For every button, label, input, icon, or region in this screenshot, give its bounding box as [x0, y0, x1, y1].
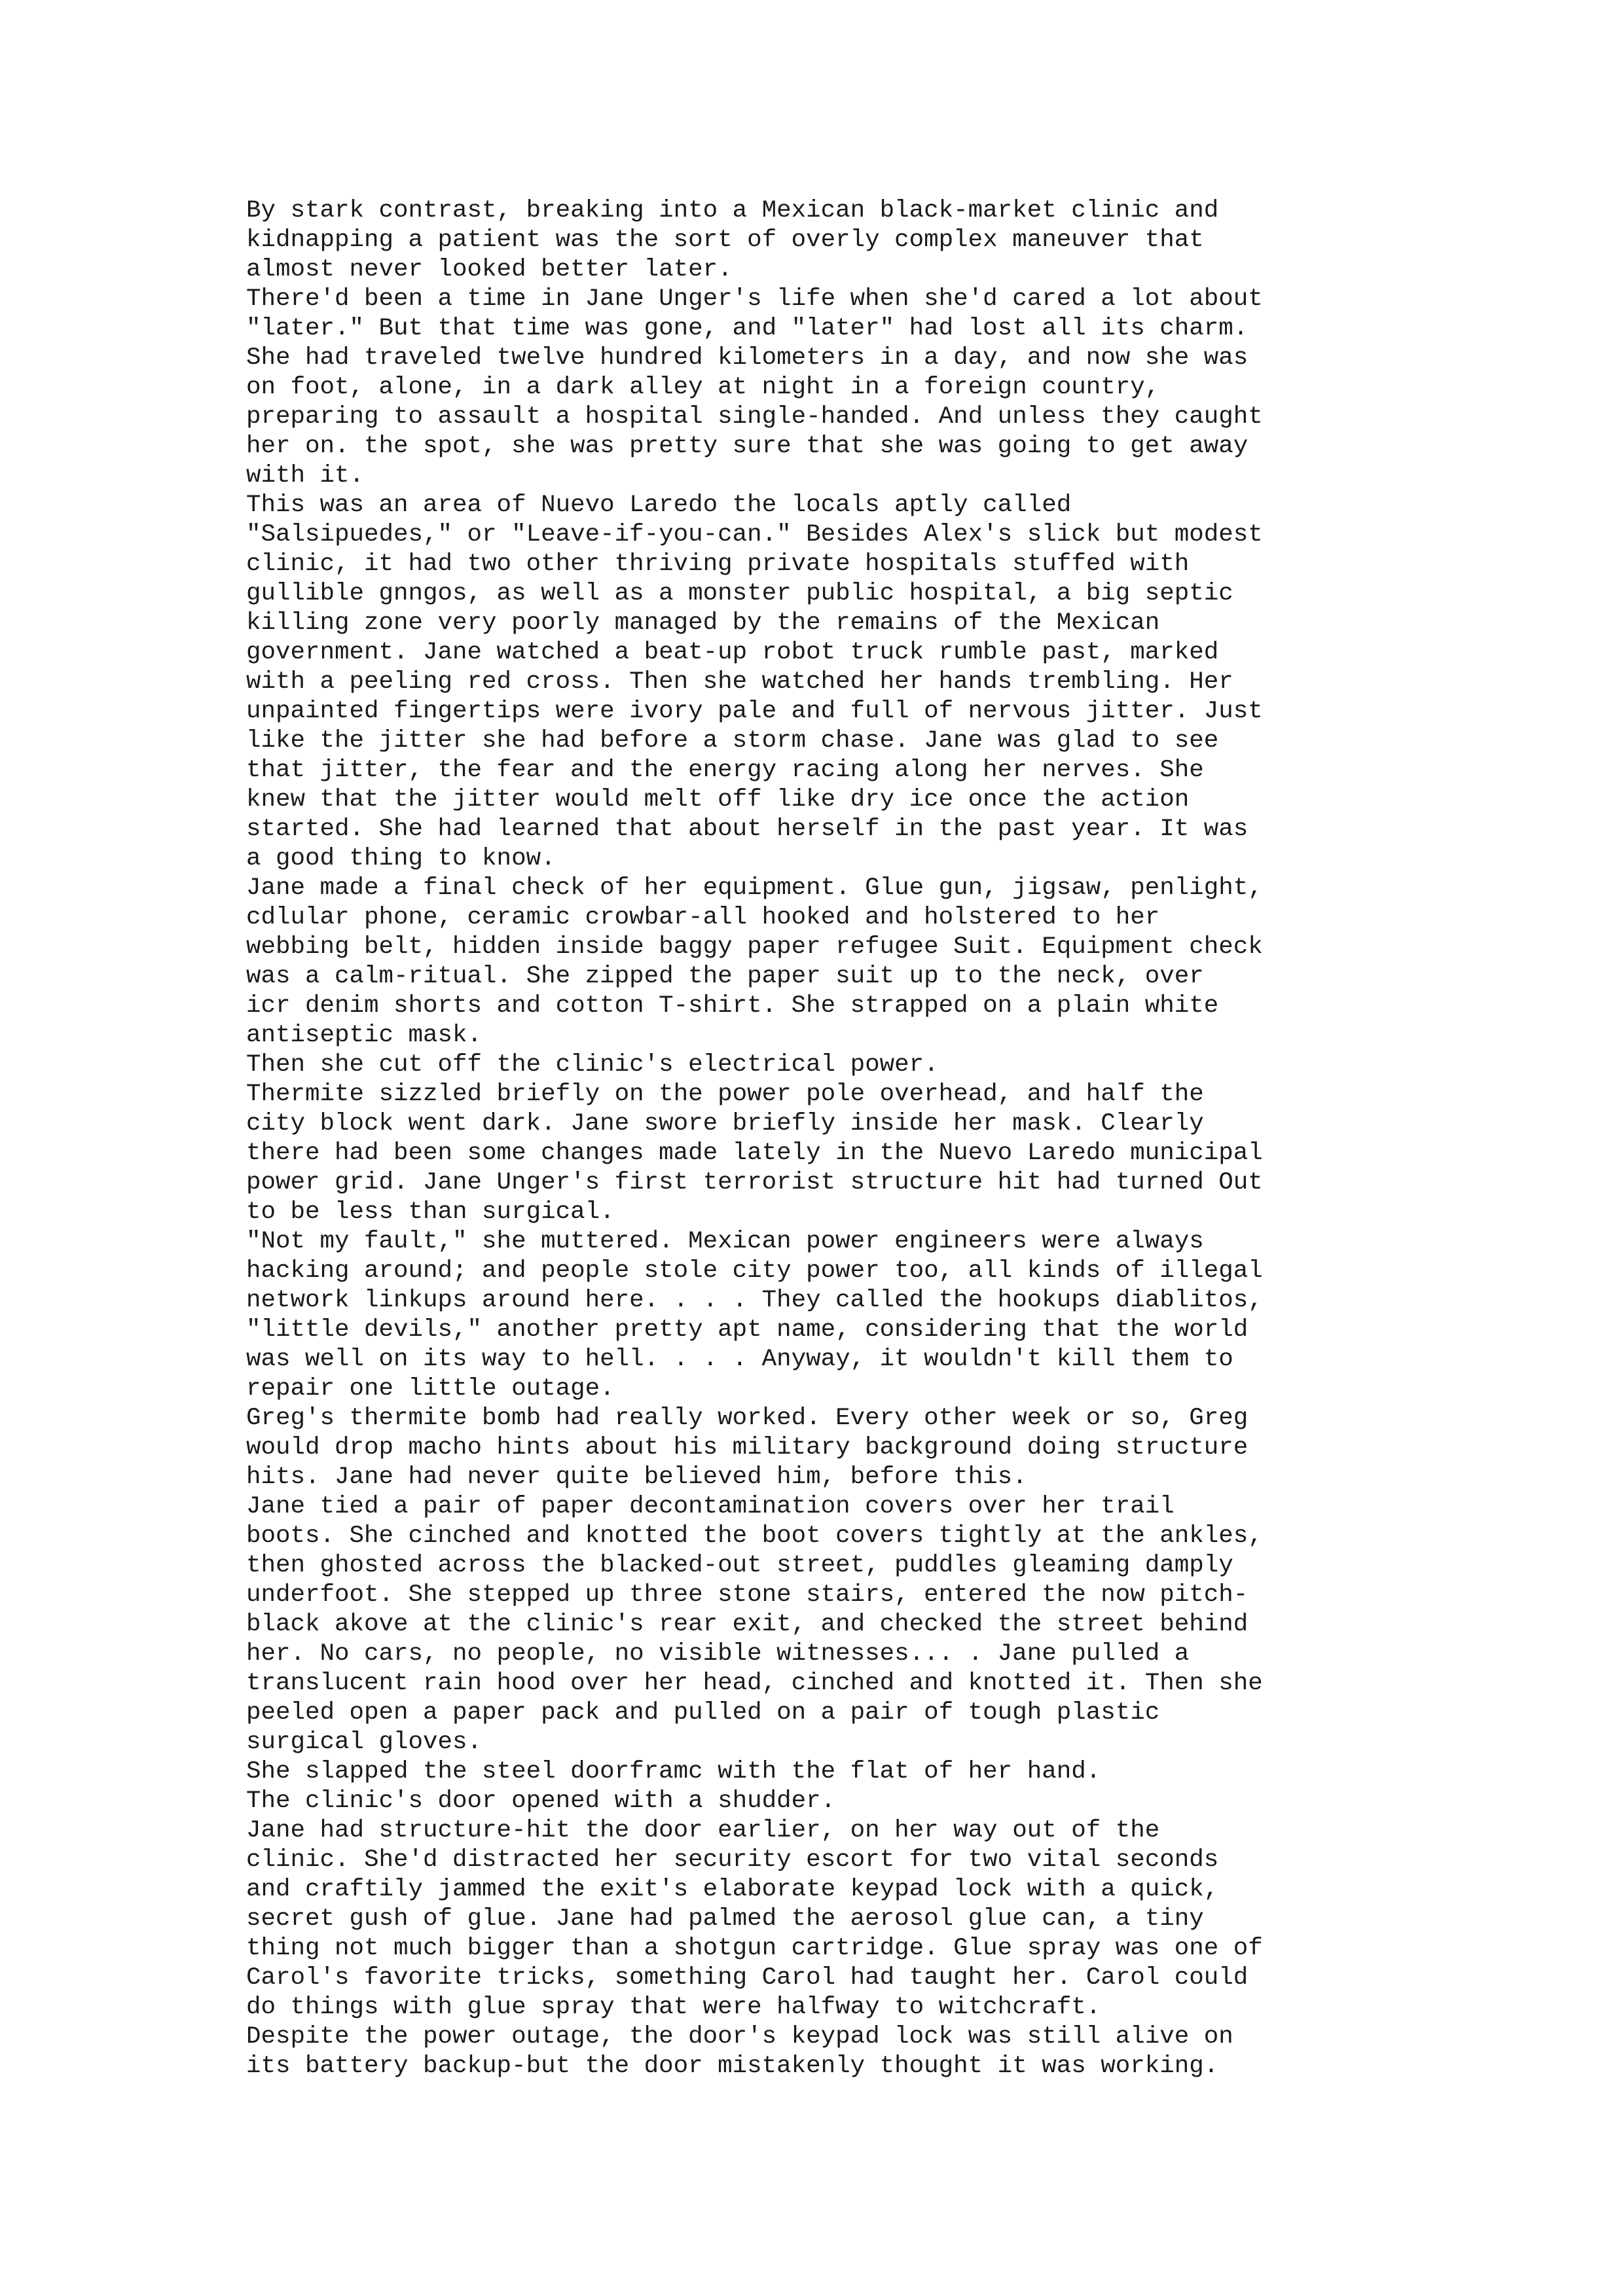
text-line: cdlular phone, ceramic crowbar-all hooked and holstered to her: [246, 904, 1160, 931]
text-line: black akove at the clinic's rear exit, and checked the street behind: [246, 1611, 1249, 1638]
text-line: kidnapping a patient was the sort of overly complex maneuver that: [246, 226, 1204, 254]
text-line: Thermite sizzled briefly on the power pole overhead, and half the: [246, 1081, 1204, 1108]
text-line: This was an area of Nuevo Laredo the locals aptly called: [246, 492, 1072, 519]
text-line: underfoot. She stepped up three stone stairs, entered the now pitch-: [246, 1581, 1249, 1609]
text-line: boots. She cinched and knotted the boot covers tightly at the ankles,: [246, 1522, 1263, 1550]
text-line: surgical gloves.: [246, 1729, 483, 1756]
text-line: started. She had learned that about herself in the past year. It was: [246, 816, 1249, 843]
text-line: power grid. Jane Unger's first terrorist structure hit had turned Out: [246, 1169, 1263, 1196]
text-line: almost never looked better later.: [246, 256, 733, 283]
text-line: preparing to assault a hospital single-handed. And unless they caught: [246, 403, 1263, 431]
text-line: "later." But that time was gone, and "later" had lost all its charm.: [246, 315, 1249, 342]
text-line: was well on its way to hell. . . . Anyway, it wouldn't kill them to: [246, 1346, 1233, 1373]
text-line: translucent rain hood over her head, cinched and knotted it. Then she: [246, 1670, 1263, 1697]
text-line: then ghosted across the blacked-out street, puddles gleaming damply: [246, 1552, 1233, 1579]
text-line: Then she cut off the clinic's electrical power.: [246, 1051, 939, 1079]
text-line: The clinic's door opened with a shudder.: [246, 1787, 836, 1815]
text-line: on foot, alone, in a dark alley at night in a foreign country,: [246, 374, 1160, 401]
text-line: a good thing to know.: [246, 845, 556, 872]
text-line: her on. the spot, she was pretty sure that she was going to get away: [246, 433, 1249, 460]
text-line: would drop macho hints about his military background doing structure: [246, 1434, 1249, 1462]
text-line: unpainted fingertips were ivory pale and full of nervous jitter. Just: [246, 698, 1263, 725]
text-line: Jane made a final check of her equipment. Glue gun, jigsaw, penlight,: [246, 874, 1263, 902]
text-line: gullible gnngos, as well as a monster public hospital, a big septic: [246, 580, 1233, 607]
text-line: "Not my fault," she muttered. Mexican power engineers were always: [246, 1228, 1204, 1255]
text-line: to be less than surgical.: [246, 1198, 615, 1226]
text-line: peeled open a paper pack and pulled on a pair of tough plastic: [246, 1699, 1160, 1727]
text-line: that jitter, the fear and the energy racing along her nerves. She: [246, 757, 1204, 784]
text-line: with a peeling red cross. Then she watched her hands trembling. Her: [246, 668, 1233, 696]
text-line: repair one little outage.: [246, 1375, 615, 1403]
text-line: There'd been a time in Jane Unger's life when she'd cared a lot about: [246, 285, 1263, 313]
text-line: government. Jane watched a beat-up robot truck rumble past, marked: [246, 639, 1219, 666]
text-line: Jane tied a pair of paper decontamination covers over her trail: [246, 1493, 1175, 1520]
text-line: She slapped the steel doorframc with the flat of her hand.: [246, 1758, 1101, 1785]
text-line: hacking around; and people stole city power too, all kinds of illegal: [246, 1257, 1263, 1285]
text-line: icr denim shorts and cotton T-shirt. She strapped on a plain white: [246, 992, 1219, 1020]
text-line: webbing belt, hidden inside baggy paper refugee Suit. Equipment check: [246, 933, 1263, 961]
text-line: her. No cars, no people, no visible witnesses... . Jane pulled a: [246, 1640, 1190, 1668]
text-line: "Salsipuedes," or "Leave-if-you-can." Besides Alex's slick but modest: [246, 521, 1263, 548]
text-line: Jane had structure-hit the door earlier, on her way out of the: [246, 1817, 1160, 1844]
text-line: with it.: [246, 462, 365, 490]
text-line: secret gush of glue. Jane had palmed the aerosol glue can, a tiny: [246, 1905, 1204, 1933]
text-line: like the jitter she had before a storm chase. Jane was glad to see: [246, 727, 1219, 755]
text-line: Greg's thermite bomb had really worked. Every other week or so, Greg: [246, 1405, 1249, 1432]
text-line: do things with glue spray that were halfway to witchcraft.: [246, 1994, 1101, 2021]
text-line: thing not much bigger than a shotgun cartridge. Glue spray was one of: [246, 1935, 1263, 1962]
text-line: killing zone very poorly managed by the remains of the Mexican: [246, 609, 1160, 637]
text-line: She had traveled twelve hundred kilometers in a day, and now she was: [246, 344, 1249, 372]
text-line: clinic. She'd distracted her security escort for two vital seconds: [246, 1846, 1219, 1874]
text-line: Carol's favorite tricks, something Carol had taught her. Carol could: [246, 1964, 1249, 1992]
text-line: network linkups around here. . . . They called the hookups diablitos,: [246, 1287, 1263, 1314]
text-line: Despite the power outage, the door's keypad lock was still alive on: [246, 2023, 1233, 2051]
text-line: and craftily jammed the exit's elaborate keypad lock with a quick,: [246, 1876, 1219, 1903]
body-text: [246, 196, 1490, 2081]
text-line: clinic, it had two other thriving private hospitals stuffed with: [246, 550, 1190, 578]
text-line: was a calm-ritual. She zipped the paper suit up to the neck, over: [246, 963, 1204, 990]
text-line: knew that the jitter would melt off like dry ice once the action: [246, 786, 1190, 814]
text-line: hits. Jane had never quite believed him, before this.: [246, 1463, 1027, 1491]
text-line: By stark contrast, breaking into a Mexican black-market clinic and: [246, 197, 1219, 224]
text-line: antiseptic mask.: [246, 1022, 483, 1049]
text-line: there had been some changes made lately in the Nuevo Laredo municipal: [246, 1139, 1263, 1167]
text-line: its battery backup-but the door mistakenly thought it was working.: [246, 2053, 1219, 2080]
text-line: "little devils," another pretty apt name, considering that the world: [246, 1316, 1249, 1344]
text-line: city block went dark. Jane swore briefly inside her mask. Clearly: [246, 1110, 1204, 1138]
